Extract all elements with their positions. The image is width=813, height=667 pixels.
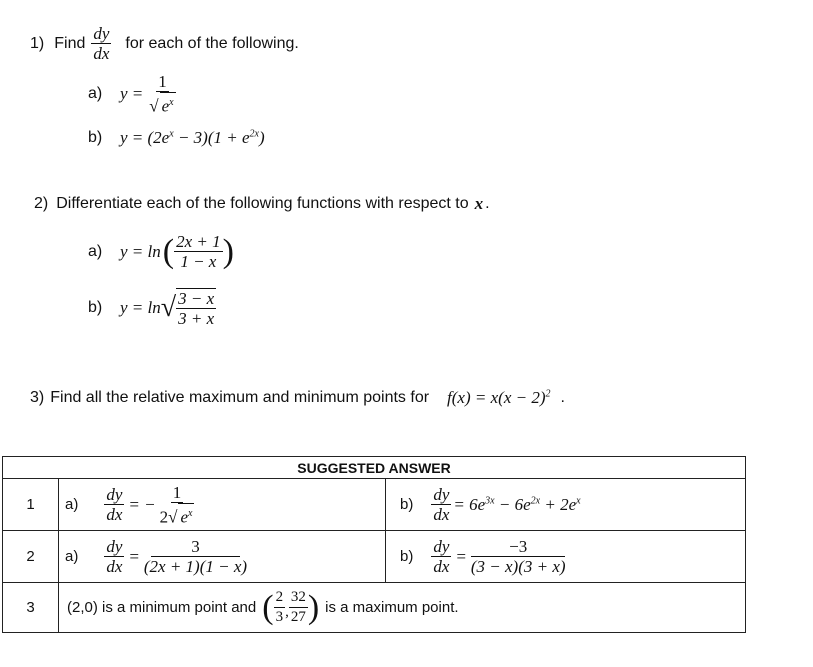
q1a-num: 1 — [158, 72, 167, 91]
answer-row-3 — [3, 583, 746, 633]
q1b — [88, 128, 265, 148]
row1-a-den — [158, 503, 197, 527]
q2b — [88, 288, 216, 328]
left-paren: ( — [262, 588, 274, 626]
row1-b-dydx — [431, 485, 451, 524]
left-paren: ( — [162, 232, 175, 270]
q1-dydx — [91, 24, 111, 63]
q1-dx: dx — [93, 44, 110, 63]
row2-b-dydx — [431, 537, 451, 576]
q2a-den: 1 − x — [180, 252, 217, 271]
sqrt-sign: √ — [149, 96, 159, 116]
row1-b-exp1: 3x — [485, 494, 495, 506]
row3-den2: 27 — [290, 609, 306, 625]
q2-text: Differentiate each of the following functions with respect to — [56, 195, 469, 212]
row3-num2: 32 — [289, 588, 308, 608]
row1-b-exp2: 2x — [530, 494, 541, 506]
row3-content — [59, 583, 746, 633]
row2-b-dx: dx — [433, 557, 450, 576]
row1-a-dx: dx — [106, 505, 123, 524]
q1b-part3: ) — [258, 128, 265, 147]
row1-a-exp: x — [187, 507, 193, 519]
q2-number: 2) — [34, 195, 49, 212]
q2a-fraction — [174, 232, 223, 271]
q2a-num: 2x + 1 — [176, 232, 221, 251]
q2-period: . — [485, 195, 490, 212]
row3-text1: (2,0) is a minimum point and — [67, 599, 257, 616]
q1b-label: b) — [88, 129, 103, 146]
row1-number: 1 — [3, 479, 59, 531]
row1-b-expr — [453, 495, 580, 515]
q2b-label: b) — [88, 299, 103, 316]
sqrt-sign: √ — [160, 292, 177, 323]
q1b-exp2: 2x — [249, 128, 259, 140]
row1-b-dx: dx — [433, 505, 450, 524]
q2a-label: a) — [88, 242, 103, 260]
sqrt-sign: √ — [168, 507, 178, 527]
row3-den1: 3 — [275, 609, 284, 625]
q1a-den — [147, 92, 177, 116]
q2b-lhs: y = ln — [120, 298, 161, 317]
q2a — [88, 232, 234, 271]
row2-a-dy: dy — [106, 537, 123, 556]
row2-number: 2 — [3, 531, 59, 583]
row2-a-fraction — [142, 537, 249, 576]
row3-frac2 — [289, 588, 308, 627]
row3-comma: , — [285, 604, 289, 620]
answer-header: SUGGESTED ANSWER — [3, 457, 746, 479]
q1a-label: a) — [88, 84, 103, 102]
row1-b — [386, 479, 746, 531]
row1-a-num: 1 — [172, 482, 182, 502]
row1-b-exp3: x — [576, 494, 581, 506]
row1-a — [59, 479, 386, 531]
question-1 — [30, 24, 299, 63]
q3-func-text: f(x) = x(x − 2) — [447, 388, 546, 407]
q1a-den-e: e — [161, 96, 170, 116]
q1a-lhs: y = — [120, 83, 144, 103]
row2-b-eq: = — [455, 546, 467, 566]
q1a — [88, 72, 178, 116]
q1a-fraction — [147, 72, 177, 116]
row1-b-part3: + 2e — [540, 494, 577, 514]
row1-b-dy: dy — [433, 485, 450, 504]
row1-b-part1: = 6e — [453, 494, 486, 514]
q1b-exp1: x — [169, 128, 174, 140]
answer-row-2 — [3, 531, 746, 583]
q3-period: . — [560, 389, 565, 406]
row2-a — [59, 531, 386, 583]
row1-a-dydx — [104, 485, 124, 524]
q2b-fraction — [176, 288, 216, 328]
row1-a-den-e: e — [180, 507, 188, 527]
q1b-expr — [120, 128, 265, 148]
row2-a-den: (2x + 1)(1 − x) — [143, 557, 248, 576]
row3-num1: 2 — [274, 588, 286, 608]
row1-a-label: a) — [65, 496, 79, 513]
row2-a-num: 3 — [151, 537, 240, 557]
row3-point — [262, 588, 319, 627]
question-2 — [34, 194, 490, 214]
q1b-part1: y = (2e — [120, 128, 170, 147]
row1-a-coef: 2 — [159, 507, 169, 527]
q3-func — [447, 388, 550, 408]
row3-text2: is a maximum point. — [325, 599, 459, 616]
answer-row-1 — [3, 479, 746, 531]
q3-exp: 2 — [545, 388, 551, 400]
q1b-part2: − 3)(1 + e — [173, 128, 250, 147]
q1-number: 1) — [30, 34, 45, 52]
row2-b-num: −3 — [471, 537, 565, 557]
q2b-num: 3 − x — [178, 289, 215, 308]
q2b-den: 3 + x — [178, 309, 215, 328]
row1-b-part2: − 6e — [494, 494, 531, 514]
q1-text: for each of the following. — [125, 34, 299, 52]
row3-frac1 — [274, 588, 286, 627]
q3-text: Find all the relative maximum and minimum points for — [50, 389, 430, 406]
question-3 — [30, 388, 565, 408]
q2b-group — [161, 288, 216, 328]
answer-table — [2, 456, 746, 633]
row2-a-eq: = — [128, 546, 140, 566]
q2a-group — [163, 232, 234, 271]
row1-b-label: b) — [400, 496, 414, 513]
row2-b-label: b) — [400, 548, 414, 565]
row2-b — [386, 531, 746, 583]
right-paren: ) — [307, 588, 320, 626]
row1-a-fraction — [158, 483, 197, 527]
q1a-exp: x — [169, 97, 174, 108]
row1-a-dy: dy — [106, 485, 123, 504]
q2a-lhs: y = ln — [120, 241, 161, 261]
row3-number: 3 — [3, 583, 59, 633]
q1-find: Find — [54, 34, 86, 52]
q3-number: 3) — [30, 389, 45, 406]
q1-dy: dy — [93, 24, 110, 43]
row2-b-fraction — [469, 537, 568, 576]
row2-a-label: a) — [65, 548, 79, 565]
row1-a-eq: = − — [128, 494, 156, 514]
right-paren: ) — [222, 232, 234, 270]
row2-b-dy: dy — [433, 537, 450, 556]
row2-a-dx: dx — [106, 557, 123, 576]
row2-a-dydx — [104, 537, 124, 576]
row2-b-den: (3 − x)(3 + x) — [470, 557, 566, 576]
q2-var: x — [474, 194, 484, 213]
